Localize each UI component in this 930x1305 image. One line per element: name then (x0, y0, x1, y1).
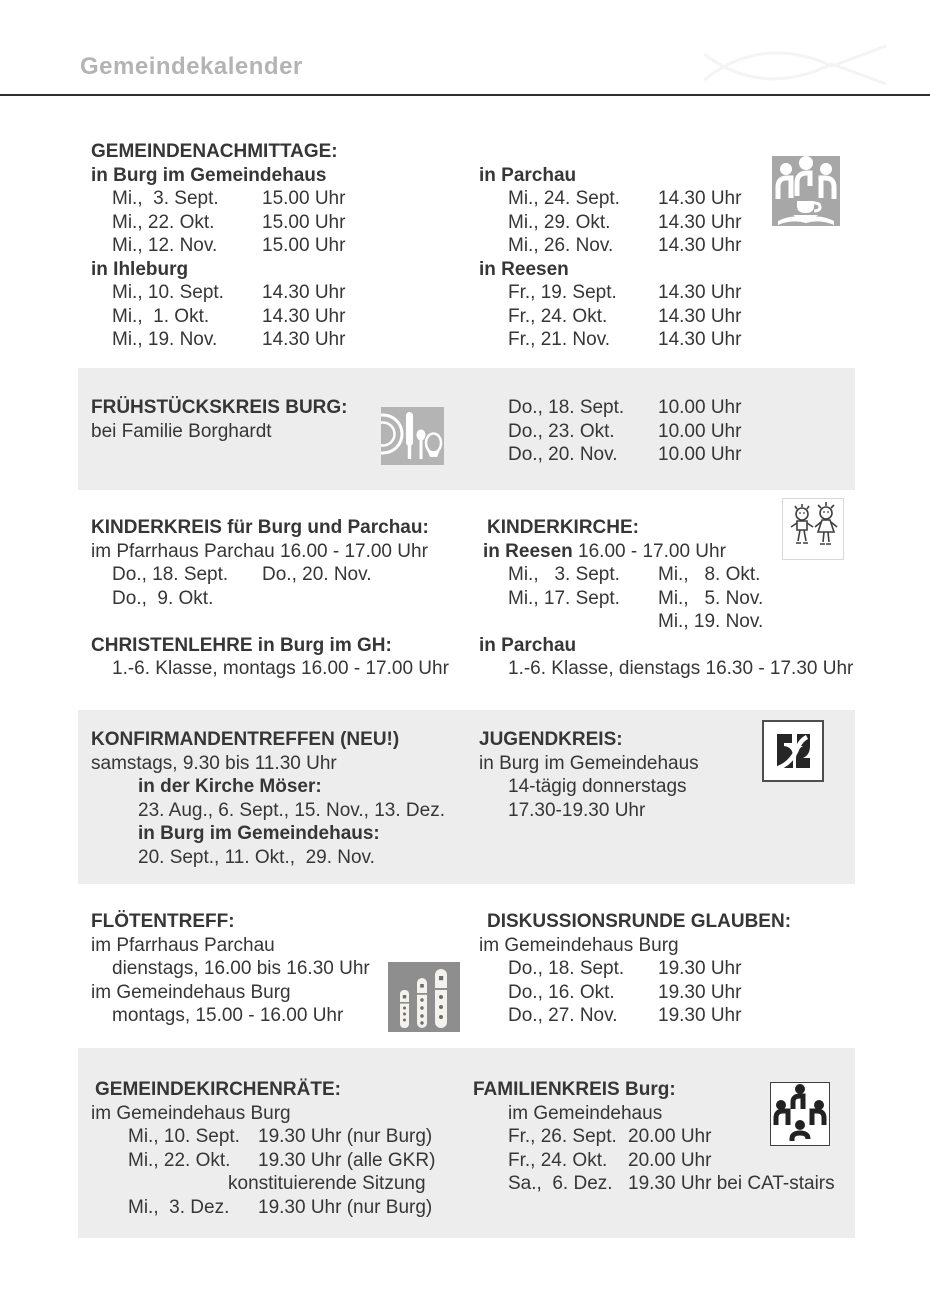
header-rule (0, 94, 930, 96)
jugendkreis-line3: 17.30-19.30 Uhr (508, 799, 646, 821)
kinderkreis-title: KINDERKREIS für Burg und Parchau: (91, 517, 429, 538)
breakfast-plate-cutlery-icon (381, 407, 444, 465)
event-time: 14.30 Uhr (262, 305, 346, 327)
event-date: Mi., 8. Okt. (658, 564, 761, 585)
diskussion-title: DISKUSSIONSRUNDE GLAUBEN: (487, 911, 792, 932)
event-date: Mi., 3. Sept. (508, 564, 620, 585)
floetentreff-line1: im Pfarrhaus Parchau (91, 934, 275, 956)
event-date: Mi., 19. Nov. (112, 329, 218, 350)
event-date: Mi., 22. Okt. (112, 211, 215, 233)
event-time: 14.30 Uhr (658, 282, 742, 303)
event-row (508, 1172, 855, 1196)
konfirmanden-line1: samstags, 9.30 bis 11.30 Uhr (91, 752, 337, 774)
floetentreff-title: FLÖTENTREFF: (91, 911, 235, 932)
event-row (508, 610, 855, 634)
event-row (112, 328, 479, 352)
event-date: Mi., 3. Dez. (128, 1196, 230, 1218)
event-date: Mi., 10. Sept. (112, 282, 224, 303)
event-date: Mi., 1. Okt. (112, 305, 210, 327)
subheading-moeser: in der Kirche Möser: (138, 776, 322, 797)
event-date (508, 610, 658, 634)
floetentreff-line4: montags, 15.00 - 16.00 Uhr (112, 1005, 344, 1026)
event-row (508, 396, 855, 420)
christenlehre-title: CHRISTENLEHRE in Burg im GH: (91, 634, 392, 656)
event-row (112, 563, 479, 587)
event-date: Do., 18. Sept. (508, 958, 625, 979)
event-row (508, 328, 855, 352)
event-date: Sa., 6. Dez. (508, 1173, 613, 1194)
event-time: 10.00 Uhr (658, 420, 742, 442)
event-time: 14.30 Uhr (262, 282, 346, 303)
section-title: FRÜHSTÜCKSKREIS BURG: (91, 397, 348, 418)
event-date: Do., 18. Sept. (508, 397, 625, 418)
section-kinder (78, 514, 855, 681)
event-time: 20.00 Uhr (628, 1126, 712, 1147)
event-date: Do., 20. Nov. (262, 564, 372, 585)
event-row (508, 443, 855, 467)
section-fruehstueckskreis (78, 368, 855, 490)
event-row (508, 563, 855, 587)
subheading-reesen: in Reesen (479, 258, 569, 280)
section-gkr-familienkreis (78, 1048, 855, 1238)
subheading-parchau: in Parchau (479, 634, 577, 656)
event-time: 20.00 Uhr (628, 1149, 712, 1171)
section-gemeindenachmittage (78, 140, 855, 352)
kinderkirche-parchau-line: 1.-6. Klasse, dienstags 16.30 - 17.30 Uhr (508, 658, 854, 679)
event-time: 19.30 Uhr (658, 981, 742, 1003)
event-row (128, 1125, 479, 1149)
event-date: Fr., 19. Sept. (508, 282, 617, 303)
event-row (128, 1196, 479, 1220)
event-row (128, 1172, 479, 1196)
event-time: 19.30 Uhr (nur Burg) (258, 1126, 433, 1147)
burg-dates: 20. Sept., 11. Okt., 29. Nov. (138, 846, 375, 868)
event-date: Mi., 22. Okt. (128, 1149, 231, 1171)
event-date: Fr., 21. Nov. (508, 329, 611, 350)
event-row (508, 1149, 855, 1173)
event-row (112, 187, 479, 211)
event-time: 15.00 Uhr (262, 235, 346, 256)
family-circle-icon (770, 1082, 830, 1146)
page-title: Gemeindekalender (80, 53, 303, 80)
event-row (112, 234, 479, 258)
event-date: Mi., 5. Nov. (658, 587, 764, 609)
familienkreis-line1: im Gemeindehaus (508, 1102, 663, 1124)
community-group-coffee-book-icon (772, 156, 840, 226)
konfirmanden-title: KONFIRMANDENTREFFEN (NEU!) (91, 729, 400, 750)
event-row (128, 1149, 479, 1173)
event-time: 19.30 Uhr (alle GKR) (258, 1149, 436, 1171)
floetentreff-line2: dienstags, 16.00 bis 16.30 Uhr (112, 958, 370, 979)
christenlehre-subtitle: 1.-6. Klasse, montags 16.00 - 17.00 Uhr (112, 658, 449, 679)
kinderkirche-title: KINDERKIRCHE: (487, 517, 639, 538)
event-date: Do., 18. Sept. (112, 564, 229, 585)
kinderkreis-subtitle: im Pfarrhaus Parchau 16.00 - 17.00 Uhr (91, 540, 428, 562)
event-row (508, 420, 855, 444)
event-time: 14.30 Uhr (658, 305, 742, 327)
subheading-burg-gh: in Burg im Gemeindehaus: (138, 823, 380, 844)
event-date: Mi., 17. Sept. (508, 587, 620, 609)
event-date: Do., 23. Okt. (508, 420, 615, 442)
event-time: 14.30 Uhr (658, 235, 742, 256)
event-time: 10.00 Uhr (658, 397, 742, 418)
event-date: Mi., 19. Nov. (658, 611, 764, 632)
moeser-dates: 23. Aug., 6. Sept., 15. Nov., 13. Dez. (138, 799, 445, 821)
event-row (508, 981, 855, 1005)
event-date: Fr., 24. Okt. (508, 305, 608, 327)
section-title: GEMEINDENACHMITTAGE: (91, 141, 338, 162)
event-time: 15.00 Uhr (262, 211, 346, 233)
event-date: Do., 9. Okt. (112, 587, 214, 609)
spacer (91, 610, 479, 634)
event-date: Fr., 26. Sept. (508, 1126, 617, 1147)
familienkreis-title: FAMILIENKREIS Burg: (473, 1079, 676, 1100)
floetentreff-line3: im Gemeindehaus Burg (91, 981, 291, 1003)
gkr-line1: im Gemeindehaus Burg (91, 1102, 291, 1124)
subheading-burg: in Burg im Gemeindehaus (91, 164, 327, 186)
event-date: Do., 27. Nov. (508, 1005, 618, 1026)
event-time: 14.30 Uhr (262, 329, 346, 350)
event-row (508, 1004, 855, 1028)
event-time: 15.00 Uhr (262, 188, 346, 209)
subheading-ihleburg: in Ihleburg (91, 258, 189, 280)
section-subtitle: bei Familie Borghardt (91, 420, 272, 442)
event-row (112, 211, 479, 235)
event-row (508, 281, 855, 305)
jugendkreis-line1: in Burg im Gemeindehaus (479, 752, 699, 774)
youth-group-icon (762, 720, 824, 782)
event-note: konstituierende Sitzung (228, 1173, 426, 1194)
event-time: 14.30 Uhr (658, 188, 742, 209)
diskussion-line1: im Gemeindehaus Burg (479, 934, 679, 956)
event-date: Mi., 12. Nov. (112, 235, 218, 256)
event-date: Mi., 24. Sept. (508, 188, 620, 209)
jugendkreis-line2: 14-tägig donnerstags (508, 776, 687, 797)
event-row (508, 234, 855, 258)
subheading-parchau: in Parchau (479, 164, 577, 186)
event-row (112, 587, 479, 611)
event-row (508, 305, 855, 329)
event-date: Mi., 10. Sept. (128, 1126, 240, 1147)
recorder-flutes-icon (388, 962, 460, 1032)
jugendkreis-title: JUGENDKREIS: (479, 729, 623, 750)
reesen-time: 16.00 - 17.00 Uhr (572, 540, 726, 562)
subheading-reesen: in Reesen (483, 540, 573, 562)
event-time: 19.30 Uhr (658, 958, 742, 979)
event-time: 14.30 Uhr (658, 329, 742, 350)
section-floeten-diskussion (78, 910, 855, 1028)
event-row (112, 281, 479, 305)
event-time: 14.30 Uhr (658, 211, 742, 233)
fish-watermark-icon (700, 34, 898, 94)
children-drawing-icon (782, 498, 844, 560)
event-time: 19.30 Uhr (nur Burg) (258, 1196, 433, 1218)
section-konfirmanden-jugend (78, 710, 855, 884)
event-row (508, 587, 855, 611)
event-date: Do., 20. Nov. (508, 444, 618, 465)
event-date: Do., 16. Okt. (508, 981, 615, 1003)
event-date: Fr., 24. Okt. (508, 1149, 608, 1171)
event-row (112, 305, 479, 329)
event-date: Mi., 29. Okt. (508, 211, 611, 233)
event-row (508, 957, 855, 981)
event-time: 19.30 Uhr bei CAT-stairs (628, 1173, 835, 1194)
gkr-title: GEMEINDEKIRCHENRÄTE: (95, 1079, 341, 1100)
event-date: Mi., 26. Nov. (508, 235, 614, 256)
event-time: 19.30 Uhr (658, 1005, 742, 1026)
event-date: Mi., 3. Sept. (112, 188, 219, 209)
event-time: 10.00 Uhr (658, 444, 742, 465)
